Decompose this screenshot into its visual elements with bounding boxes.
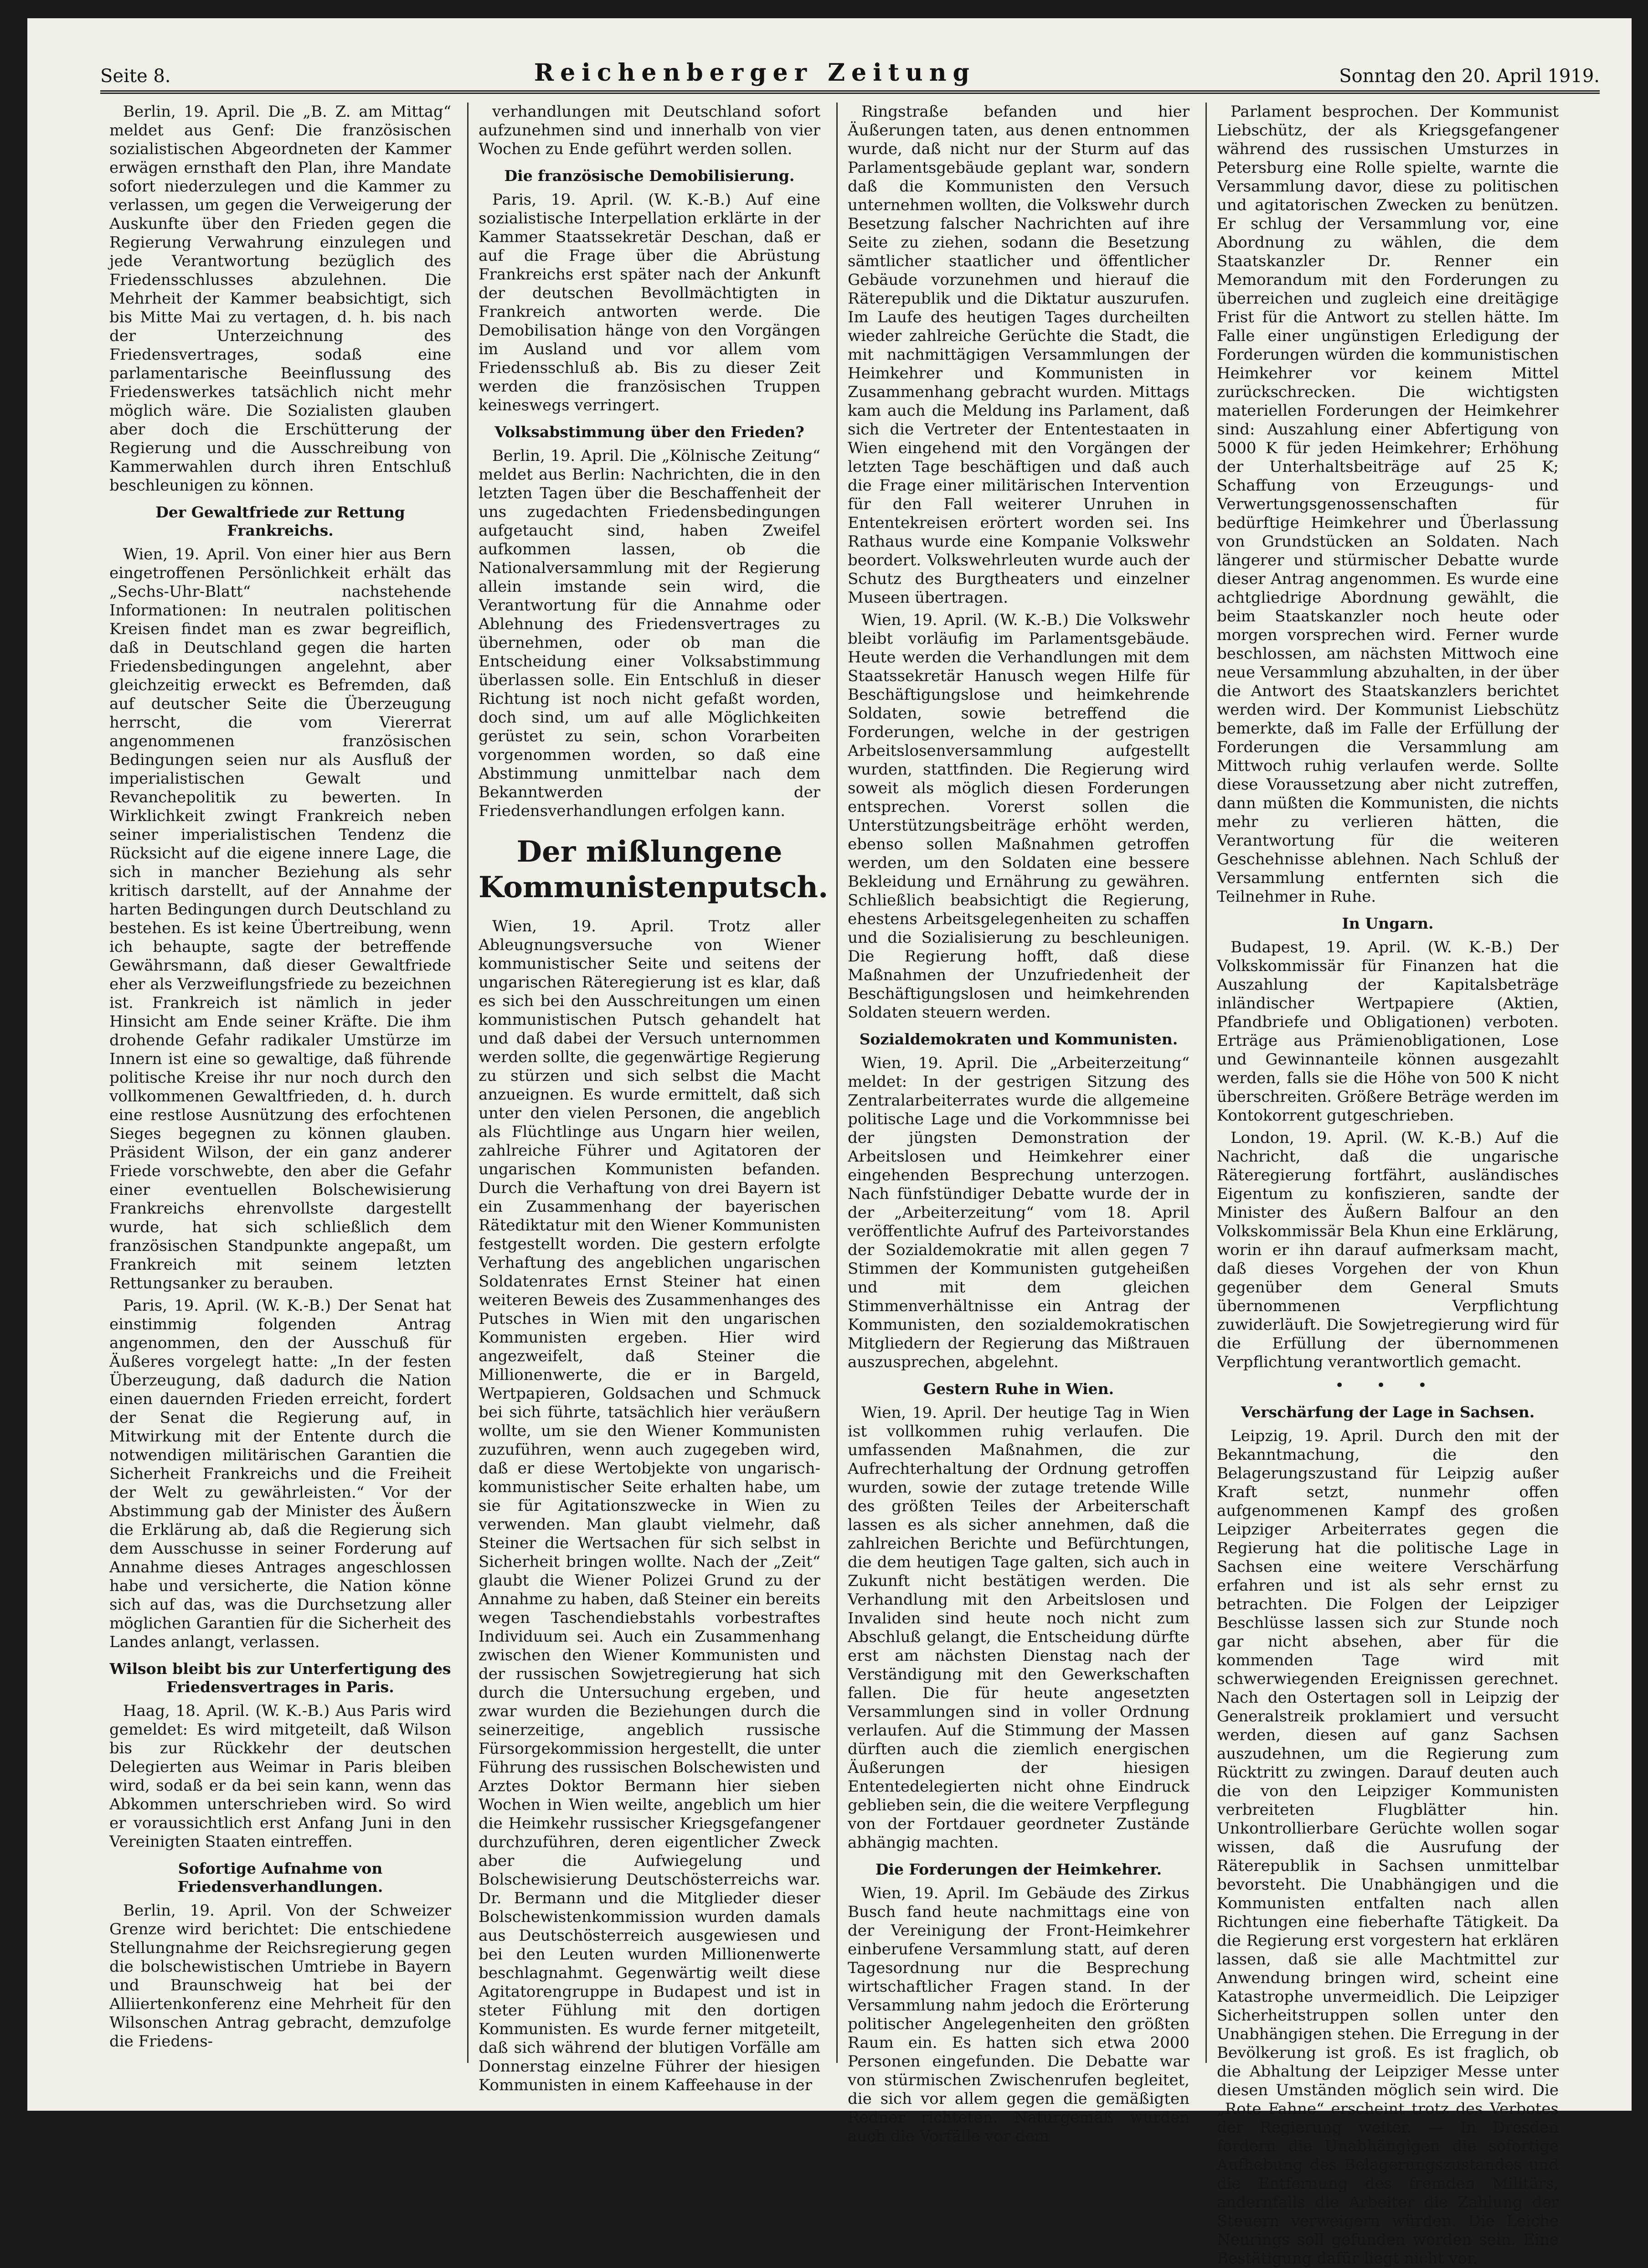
article-paragraph: Berlin, 19. April. Die „B. Z. am Mittag“ meldet aus Genf: Die französischen sozialistischen Abgeordneten der Kammer erwägen ernsthaft den Plan, ihre Mandate sofort niederzulegen und die Kammer zu verlassen, um gegen die Verweigerung der Auskunfte über den Frieden gegen die Regierung Verwahrung einzulegen und jede Verantwortung bezüglich des Friedensschlusses abzulehnen. Die Mehrheit der Kammer beabsichtigt, sich bis Mitte Mai zu vertagen, d. h. bis nach der Unterzeichnung des Friedensvertrages, sodaß eine parlamentarische Beeinflussung des Friedenswerkes tatsächlich nicht mehr möglich wäre. Die Sozialisten glauben aber doch die Erschütterung der Regierung und die Ausschreibung von Kammerwahlen durch ihren Entschluß beschleunigen zu können. — [109, 103, 451, 495]
article-headline: Die Forderungen der Heimkehrer. — [875, 1860, 1162, 1878]
article-headline: Wilson bleibt bis zur Unterfertigung des Friedensvertrages in Paris. — [109, 1660, 451, 1696]
page-number: Seite 8. — [100, 66, 171, 87]
newspaper-page — [27, 18, 1632, 2268]
article-paragraph: Parlament besprochen. Der Kommunist Liebschütz, der als Kriegsgefangener während des russischen Umsturzes in Petersburg eine Rolle spielte, warnte die Versammlung davor, diese zu politischen und agitatorischen Zwecken zu benützen. Er schlug der Versammlung vor, eine Abordnung zu wählen, die dem Staatskanzler Dr. Renner ein Memorandum mit den Forderungen zu überreichen und zugleich eine dreitägige Frist für die Antwort zu stellen hätte. Im Falle einer ungünstigen Erledigung der Forderungen würden die kommunistischen Heimkehrer vor keinem Mittel zurückschrecken. Die wichtigsten materiellen Forderungen der Heimkehrer sind: Auszahlung einer Abfertigung von 5000 K für jeden Heimkehrer; Erhöhung der Unterhaltsbeiträge auf 25 K; Schaffung von Erzeugungs- und Verwertungsgenossenschaften für bedürftige Heimkehrer und Überlassung von Grundstücken an Soldaten. Nach längerer und stürmischer Debatte wurde dieser Antrag angenommen. Es wurde eine achtgliedrige Abordnung gewählt, die beim Staatskanzler noch heute oder morgen vorsprechen wird. Ferner wurde beschlossen, am nächsten Mittwoch eine neue Versammlung abzuhalten, in der über die Antwort des Staatskanzlers berichtet werden wird. Der Kommunist Liebschütz bemerkte, daß im Falle der Erfüllung der Forderungen die Versammlung am Mittwoch ruhig verlaufen werde. Sollte diese Voraussetzung aber nicht zutreffen, dann müßten die Kommunisten, die nichts mehr zu verlieren hätten, die Verantwortung für die weiteren Geschehnisse ablehnen. Nach Schluß der Versammlung entfernten sich die Teilnehmer in Ruhe. — [1217, 103, 1559, 906]
column-1 — [109, 103, 451, 2063]
column-divider — [1205, 103, 1207, 2063]
masthead-rule — [100, 90, 1600, 94]
issue-date: Sonntag den 20. April 1919. — [1339, 66, 1600, 87]
article-headline: Sozialdemokraten und Kommunisten. — [859, 1030, 1178, 1048]
article-paragraph: Leipzig, 19. April. Durch den mit der Bekanntmachung, die den Belagerungszustand für Leipzig außer Kraft setzt, nunmehr offen aufgenommenen Kampf des großen Leipziger Arbeiterrates gegen die Regierung hat die politische Lage in Sachsen eine weitere Verschärfung erfahren und ist als sehr ernst zu betrachten. Die Folgen der Leipziger Beschlüsse lassen sich zur Stunde noch gar nicht absehen, aber für die kommenden Tage wird mit schwerwiegenden Ereignissen gerechnet. Nach den Ostertagen soll in Leipzig der Generalstreik proklamiert und versucht werden, diesen auf ganz Sachsen auszudehnen, um die Regierung zum Rücktritt zu zwingen. Darauf deuten auch die von den Leipziger Kommunisten verbreiteten Flugblätter hin. Unkontrollierbare Gerüchte wollen sogar wissen, daß die Ausrufung der Räterepublik in Sachsen unmittelbar bevorsteht. Die Unabhängigen und die Kommunisten entfalten nach allen Richtungen eine fieberhafte Tätigkeit. Da die Regierung erst vorgestern hat erklären lassen, daß sie alle Machtmittel zur Anwendung bringen wird, scheint eine Katastrophe unvermeidlich. Die Leipziger Sicherheitstruppen sollen unter den Unabhängigen stehen. Die Erregung in der Bevölkerung ist groß. Es ist fraglich, ob die Abhaltung der Leipziger Messe unter diesen Umständen möglich sein wird. Die „Rote Fahne“ erscheint trotz des Verbotes der Regierung weiter. — In Dresden fordern die Unabhängigen die sofortige Aufhebung des Belagerungszustandes und die Entfernung des fremden Militärs, andernfalls die Arbeiter die Zahlung der Steuern verweigern würden. Die Leiche Neurings soll gefunden worden sein. Eine Bestätigung dafür liegt nicht vor. — [1217, 1427, 1559, 2268]
article-paragraph: Paris, 19. April. (W. K.-B.) Auf eine sozialistische Interpellation erklärte in der Kammer Staatssekretär Deschan, daß er auf die Frage über die Abrüstung Frankreichs erst später nach der Ankunft der deutschen Bevollmächtigten in Frankreich antworten werde. Die Demobilisation hänge von den Vorgängen im Ausland und vor allem vom Friedensschluß ab. Bis zu dieser Zeit werden die französischen Truppen keineswegs verringert. — [479, 191, 820, 414]
column-2 — [479, 103, 829, 2094]
article-headline: Die französische Demobilisierung. — [504, 167, 795, 185]
article-headline: Gestern Ruhe in Wien. — [923, 1380, 1114, 1398]
article-headline: Verschärfung der Lage in Sachsen. — [1241, 1403, 1535, 1421]
article-paragraph: Wien, 19. April. Trotz aller Ableugnungsversuche von Wiener kommunistischer Seite und seitens der ungarischen Räteregierung ist es klar, daß es sich bei den Ausschreitungen um einen kommunistischen Putsch gehandelt hat und daß dabei der Versuch unternommen werden sollte, die gegenwärtige Regierung zu stürzen und sich selbst die Macht anzueignen. Es wurde ermittelt, daß sich unter den vielen Personen, die angeblich als Flüchtlinge aus Ungarn hier weilen, zahlreiche Führer und Agitatoren der ungarischen Kommunisten befanden. Durch die Verhaftung von drei Bayern ist ein Zusammenhang der bayerischen Rätediktatur mit den Wiener Kommunisten festgestellt worden. Die gestern erfolgte Verhaftung des angeblichen ungarischen Soldatenrates Ernst Steiner hat einen weiteren Beweis des Zusammenhanges des Putsches in Wien mit den ungarischen Kommunisten ergeben. Hier wird angezweifelt, daß Steiner die Millionenwerte, die er in Bargeld, Wertpapieren, Goldsachen und Schmuck bei sich führte, tatsächlich hier veräußern wollte, um sie den Wiener Kommunisten zuzuführen, wenn auch zugegeben wird, daß er diese Wertobjekte von ungarisch-kommunistischer Seite erhalten habe, um sie für Agitationszwecke in Wien zu verwenden. Man glaubt vielmehr, daß Steiner die Wertsachen für sich selbst in Sicherheit bringen wollte. Nach der „Zeit“ glaubt die Wiener Polizei Grund zu der Annahme zu haben, daß Steiner ein bereits wegen Taschendiebstahls vorbestraftes Individuum sei. Auch ein Zusammenhang zwischen den Wiener Kommunisten und der russischen Sowjetregierung hat sich durch die Untersuchung ergeben, und zwar wurden die Beziehungen durch die seinerzeitige, angeblich russische Fürsorgekommission hergestellt, die unter Führung des russischen Bolschewisten und Arztes Doktor Bermann hier sieben Wochen in Wien weilte, angeblich um hier die Heimkehr russischer Kriegsgefangener durchzuführen, deren eigentlicher Zweck aber die Aufwiegelung und Bolschewisierung Deutschösterreichs war. Dr. Bermann und die Mitglieder dieser Bolschewistenkommission wurden damals aus Deutschösterreich ausgewiesen und bei den Leuten wurden Millionenwerte beschlagnahmt. Gegenwärtig weilt diese Agitatorengruppe in Budapest und ist in steter Fühlung mit den dortigen Kommunisten. Es wurde ferner mitgeteilt, daß sich während der blutigen Vorfälle am Donnerstag einzelne Führer der hiesigen Kommunisten in einem Kaffeehause in der — [479, 917, 820, 2094]
column-divider — [836, 103, 838, 2063]
article-headline: Volksabstimmung über den Frieden? — [494, 423, 804, 441]
section-separator: • • • — [1335, 1376, 1441, 1395]
article-paragraph: Wien, 19. April. Im Gebäude des Zirkus Busch fand heute nachmittags eine von der Vereinigung der Front-Heimkehrer einberufene Versammlung statt, auf deren Tagesordnung nur die Besprechung wirtschaftlicher Fragen stand. In der Versammlung nahm jedoch die Erörterung politischer Angelegenheiten den größten Raum ein. Es hatten sich etwa 2000 Personen eingefunden. Die Debatte war von stürmischen Zwischenrufen begleitet, die sich vor allem gegen die gemäßigten Redner richteten. Naturgemäß wurden auch die Vorfälle vor dem — [848, 1884, 1190, 2145]
article-paragraph: Paris, 19. April. (W. K.-B.) Der Senat hat einstimmig folgenden Antrag angenommen, den der Ausschuß für Äußeres vorgelegt hatte: „In der festen Überzeugung, daß dadurch die Nation einen dauernden Frieden erreicht, fordert der Senat die Regierung auf, in Mitwirkung mit der Entente durch die notwendigen militärischen Garantien die Sicherheit Frankreichs und die Freiheit der Welt zu gewährleisten.“ Vor der Abstimmung gab der Minister des Äußern die Erklärung ab, daß die Regierung sich dem Ausschusse in seiner Forderung auf Annahme dieses Antrages angeschlossen habe und versicherte, die Nation könne sich auf das, was die Durchsetzung aller möglichen Garantien für die Sicherheit des Landes anlangt, verlassen. — [109, 1297, 451, 1651]
article-paragraph: Wien, 19. April. Der heutige Tag in Wien ist vollkommen ruhig verlaufen. Die umfassenden Maßnahmen, die zur Aufrechterhaltung der Ordnung getroffen wurden, sowie der zutage tretende Wille des größten Teiles der Arbeiterschaft lassen es als sicher annehmen, daß die zahlreichen Berichte und Befürchtungen, die dem heutigen Tage galten, sich auch in Zukunft nicht bestätigen werden. Die Verhandlung mit den Arbeitslosen und Invaliden sind heute noch nicht zum Abschluß gelangt, die Entscheidung dürfte erst am nächsten Dienstag nach der Verständigung mit den Gewerkschaften fallen. Die für heute angesetzten Versammlungen sind in voller Ordnung verlaufen. Auf die Stimmung der Massen dürften auch die ziemlich energischen Äußerungen der hiesigen Ententedelegierten nicht ohne Eindruck geblieben sein, die die weitere Verpflegung von der Fortdauer geordneter Zustände abhängig machten. — [848, 1404, 1190, 1852]
article-paragraph: Wien, 19. April. Die „Arbeiterzeitung“ meldet: In der gestrigen Sitzung des Zentralarbeiterrates wurde die allgemeine politische Lage und die Vorkommnisse bei der jüngsten Demonstration der Arbeitslosen und Heimkehrer einer eingehenden Besprechung unterzogen. Nach fünfstündiger Debatte wurde der in der „Arbeiterzeitung“ vom 18. April veröffentlichte Aufruf des Parteivorstandes der Sozialdemokratie mit allen gegen 7 Stimmen der Kommunisten gutgeheißen und mit dem gleichen Stimmenverhältnisse ein Antrag der Kommunisten, den sozialdemokratischen Mitgliedern der Regierung das Mißtrauen auszusprechen, abgelehnt. — [848, 1054, 1190, 1371]
article-headline: Der Gewaltfriede zur Rettung Frankreichs. — [155, 503, 405, 539]
article-paragraph: Budapest, 19. April. (W. K.-B.) Der Volkskommissär für Finanzen hat die Auszahlung der Kapitalsbeträge inländischer Wertpapiere (Aktien, Pfandbriefe und Obligationen) verboten. Erträge aus Prämienobligationen, Lose und Gewinnanteile können ausgezahlt werden, falls sie die Höhe von 500 K nicht überschreiten. Größere Beträge werden im Kontokorrent gutgeschrieben. — [1217, 938, 1559, 1125]
newspaper-title: Reichenberger Zeitung — [534, 59, 976, 87]
article-paragraph: Berlin, 19. April. Die „Kölnische Zeitung“ meldet aus Berlin: Nachrichten, die in den letzten Tagen über die Beschaffenheit der uns zugedachten Friedensbedingungen aufgetaucht sind, haben Zweifel aufkommen lassen, ob die Nationalversammlung mit der Regierung allein imstande sein wird, die Verantwortung für die Annahme oder Ablehnung des Friedensvertrages zu übernehmen, oder ob man die Entscheidung einer Volksabstimmung überlassen solle. Ein Entschluß in dieser Richtung ist noch nicht gefaßt worden, doch sind, um auf alle Möglichkeiten gerüstet zu sein, schon Vorarbeiten vorgenommen worden, so daß eine Abstimmung unmittelbar nach dem Bekanntwerden der Friedensverhandlungen erfolgen kann. — [479, 447, 820, 820]
article-headline: Sofortige Aufnahme von Friedensverhandlungen. — [177, 1860, 383, 1896]
article-paragraph: verhandlungen mit Deutschland sofort aufzunehmen sind und innerhalb von vier Wochen zu Ende geführt werden sollen. — [479, 103, 820, 158]
article-paragraph: Wien, 19. April. (W. K.-B.) Die Volkswehr bleibt vorläufig im Parlamentsgebäude. Heute werden die Verhandlungen mit dem Staatssekretär Hanusch wegen Hilfe für Beschäftigungslose und heimkehrende Soldaten, sowie betreffend die Forderungen, welche in der gestrigen Arbeitslosenversammlung aufgestellt wurden, stattfinden. Die Regierung wird soweit als möglich diesen Forderungen entsprechen. Vorerst sollen die Unterstützungsbeiträge erhöht werden, ebenso sollen Maßnahmen getroffen werden, um den Soldaten eine bessere Bekleidung und Ernährung zu gewähren. Schließlich beabsichtigt die Regierung, ehestens Arbeitsgelegenheiten zu schaffen und die Sozialisierung zu beschleunigen. Die Regierung hofft, daß diese Maßnahmen der Unzufriedenheit der Beschäftigungslosen und heimkehrenden Soldaten steuern werden. — [848, 611, 1190, 1022]
column-divider — [467, 103, 469, 2063]
masthead — [100, 46, 1600, 87]
article-paragraph: London, 19. April. (W. K.-B.) Auf die Nachricht, daß die ungarische Räteregierung fortfährt, ausländisches Eigentum zu konfiszieren, sandte der Minister des Äußern Balfour an den Volkskommissär Bela Khun eine Erklärung, worin er ihn darauf aufmerksam macht, daß dieses Vorgehen der von Khun gegenüber dem General Smuts übernommenen Verpflichtung zuwiderläuft. Die Sowjetregierung wird für die Erfüllung der übernommenen Verpflichtung verantwortlich gemacht. — [1217, 1129, 1559, 1371]
lead-headline: Der mißlungene Kommunistenputsch. — [479, 835, 829, 904]
article-paragraph: Haag, 18. April. (W. K.-B.) Aus Paris wird gemeldet: Es wird mitgeteilt, daß Wilson bis zur Rückkehr der deutschen Delegierten aus Weimar in Paris bleiben wird, sodaß er da bei sein kann, wenn das Abkommen unterschrieben wird. So wird er voraussichtlich erst Anfang Juni in den Vereinigten Staaten eintreffen. — [109, 1702, 451, 1851]
article-paragraph: Berlin, 19. April. Von der Schweizer Grenze wird berichtet: Die entschiedene Stellungnahme der Reichsregierung gegen die bolschewistischen Umtriebe in Bayern und Braunschweig hat bei der Alliiertenkonferenz eine Mehrheit für den Wilsonschen Antrag gebracht, demzufolge die Friedens- — [109, 1901, 451, 2051]
column-4 — [1217, 103, 1559, 2268]
article-headline: In Ungarn. — [1342, 914, 1434, 932]
article-paragraph: Wien, 19. April. Von einer hier aus Bern eingetroffenen Persönlichkeit erhält das „Sechs-Uhr-Blatt“ nachstehende Informationen: In neutralen politischen Kreisen findet man es zwar begreiflich, daß in Deutschland gegen die harten Friedensbedingungen angelehnt, aber gleichzeitig erweckt es Befremden, daß auf deutscher Seite die Überzeugung herrscht, die vom Viererrat angenommenen französischen Bedingungen seien nur als Ausfluß der imperialistischen Gewalt und Revanchepolitik zu bewerten. In Wirklichkeit zwingt Frankreich neben seiner imperialistischen Tendenz die Rücksicht auf die eigene innere Lage, die sich in mancher Beziehung als sehr kritisch darstellt, auf der Annahme der harten Bedingungen durch Deutschland zu bestehen. Es ist keine Übertreibung, wenn ich behaupte, sagte der betreffende Gewährsmann, daß dieser Gewaltfriede eher als Verzweiflungsfriede zu bezeichnen ist. Frankreich ist nämlich in jeder Hinsicht am Ende seiner Kräfte. Die ihm drohende Gefahr radikaler Umstürze im Innern ist eine so gewaltige, daß führende politische Kreise ihr nur noch durch den vollkommenen Gewaltfrieden, d. h. durch eine restlose Ausnützung des erfochtenen Sieges begegnen zu können glauben. Präsident Wilson, der ein ganz anderer Friede vorschwebte, den aber die Gefahr einer eventuellen Bolschewisierung Frankreichs ehrenvollste dargestellt wurde, hat sich schließlich dem französischen Standpunkte angepaßt, um Frankreich mit seinem letzten Rettungsanker zu berauben. — [109, 545, 451, 1292]
article-paragraph: Ringstraße befanden und hier Äußerungen taten, aus denen entnommen wurde, daß nicht nur der Sturm auf das Parlamentsgebäude geplant war, sondern daß die Kommunisten den Versuch unternehmen wollten, die Volkswehr durch Besetzung falscher Nachrichten auf ihre Seite zu ziehen, sodann die Besetzung sämtlicher staatlicher und öffentlicher Gebäude vorzunehmen und hierauf die Räterepublik und die Diktatur auszurufen. Im Laufe des heutigen Tages durcheilten wieder zahlreiche Gerüchte die Stadt, die mit nachmittägigen Versammlungen der Heimkehrer und Kommunisten in Zusammenhang gebracht wurden. Mittags kam auch die Meldung ins Parlament, daß sich die Vertreter der Ententestaaten in Wien eingehend mit den Vorgängen der letzten Tage beschäftigen und daß auch die Frage einer militärischen Intervention für den Fall weiterer Unruhen in Ententekreisen erörtert worden sei. Ins Rathaus wurde eine Kompanie Volkswehr beordert. Volkswehrleuten wurde auch der Schutz des Burgtheaters und einzelner Museen übertragen. — [848, 103, 1190, 607]
column-3 — [848, 103, 1190, 2145]
